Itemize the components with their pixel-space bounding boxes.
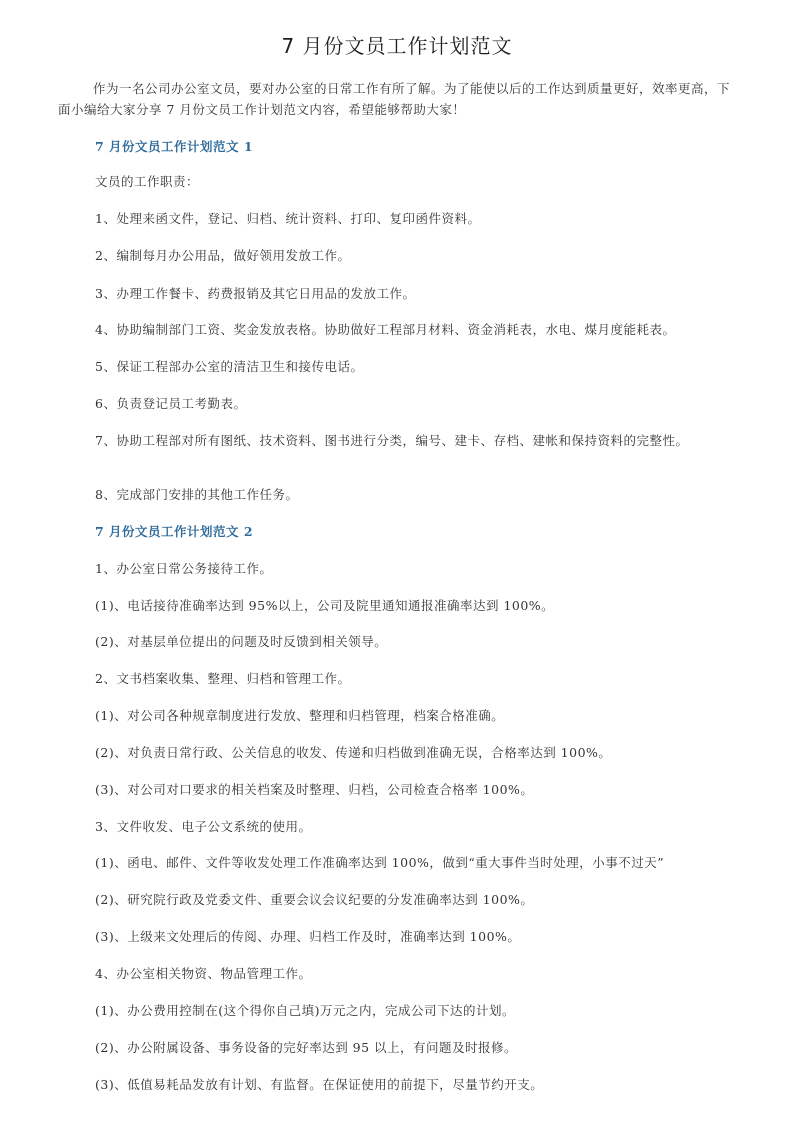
- section1-line: 4、协助编制部门工资、奖金发放表格。协助做好工程部月材料、资金消耗表，水电、煤月度能耗表。: [95, 322, 676, 337]
- section2-line: (1)、对公司各种规章制度进行发放、整理和归档管理，档案合格准确。: [95, 708, 505, 723]
- section2-line: (2)、对基层单位提出的问题及时反馈到相关领导。: [95, 634, 388, 649]
- section2-line: (1)、电话接待准确率达到 95%以上，公司及院里通知通报准确率达到 100%。: [95, 598, 555, 613]
- section2-line: 1、办公室日常公务接待工作。: [95, 561, 273, 576]
- section1-line: 6、负责登记员工考勤表。: [95, 396, 247, 411]
- section-heading-2: 7 月份文员工作计划范文 2: [95, 524, 254, 539]
- section2-line: 4、办公室相关物资、物品管理工作。: [95, 966, 312, 981]
- section1-line: 2、编制每月办公用品，做好领用发放工作。: [95, 248, 351, 263]
- section2-line: (2)、办公附属设备、事务设备的完好率达到 95 以上，有问题及时报修。: [95, 1040, 518, 1055]
- section2-line: (2)、对负责日常行政、公关信息的收发、传递和归档做到准确无误，合格率达到 100%。: [95, 745, 612, 760]
- section1-line: 文员的工作职责：: [95, 174, 200, 189]
- section1-line: 8、完成部门安排的其他工作任务。: [95, 487, 299, 502]
- section2-line: (3)、上级来文处理后的传阅、办理、归档工作及时，准确率达到 100%。: [95, 929, 521, 944]
- section1-line: 1、处理来函文件，登记、归档、统计资料、打印、复印函件资料。: [95, 211, 481, 226]
- section2-line: 3、文件收发、电子公文系统的使用。: [95, 819, 312, 834]
- section2-line: 2、文书档案收集、整理、归档和管理工作。: [95, 671, 351, 686]
- section2-line: (3)、低值易耗品发放有计划、有监督。在保证使用的前提下，尽量节约开支。: [95, 1077, 544, 1092]
- section2-line: (1)、函电、邮件、文件等收发处理工作准确率达到 100%，做到“重大事件当时处理，小事不过天”: [95, 855, 665, 870]
- section2-line: (3)、对公司对口要求的相关档案及时整理、归档，公司检查合格率 100%。: [95, 782, 534, 797]
- section1-line: 5、保证工程部办公室的清洁卫生和接传电话。: [95, 359, 364, 374]
- section2-line: (1)、办公费用控制在(这个得你自己填)万元之内，完成公司下达的计划。: [95, 1003, 515, 1018]
- intro-paragraph: 作为一名公司办公室文员，要对办公室的日常工作有所了解。为了能使以后的工作达到质量更好，效率更高，下面小编给大家分享 7 月份文员工作计划范文内容，希望能够帮助大家！: [58, 81, 731, 117]
- document-title: 7 月份文员工作计划范文: [281, 34, 513, 58]
- section2-line: (2)、研究院行政及党委文件、重要会议会议纪要的分发准确率达到 100%。: [95, 892, 534, 907]
- section1-line: 3、办理工作餐卡、药费报销及其它日用品的发放工作。: [95, 286, 416, 301]
- section1-line: 7、协助工程部对所有图纸、技术资料、图书进行分类，编号、建卡、存档、建帐和保持资料的完整性。: [95, 433, 689, 448]
- section-heading-1: 7 月份文员工作计划范文 1: [95, 139, 254, 154]
